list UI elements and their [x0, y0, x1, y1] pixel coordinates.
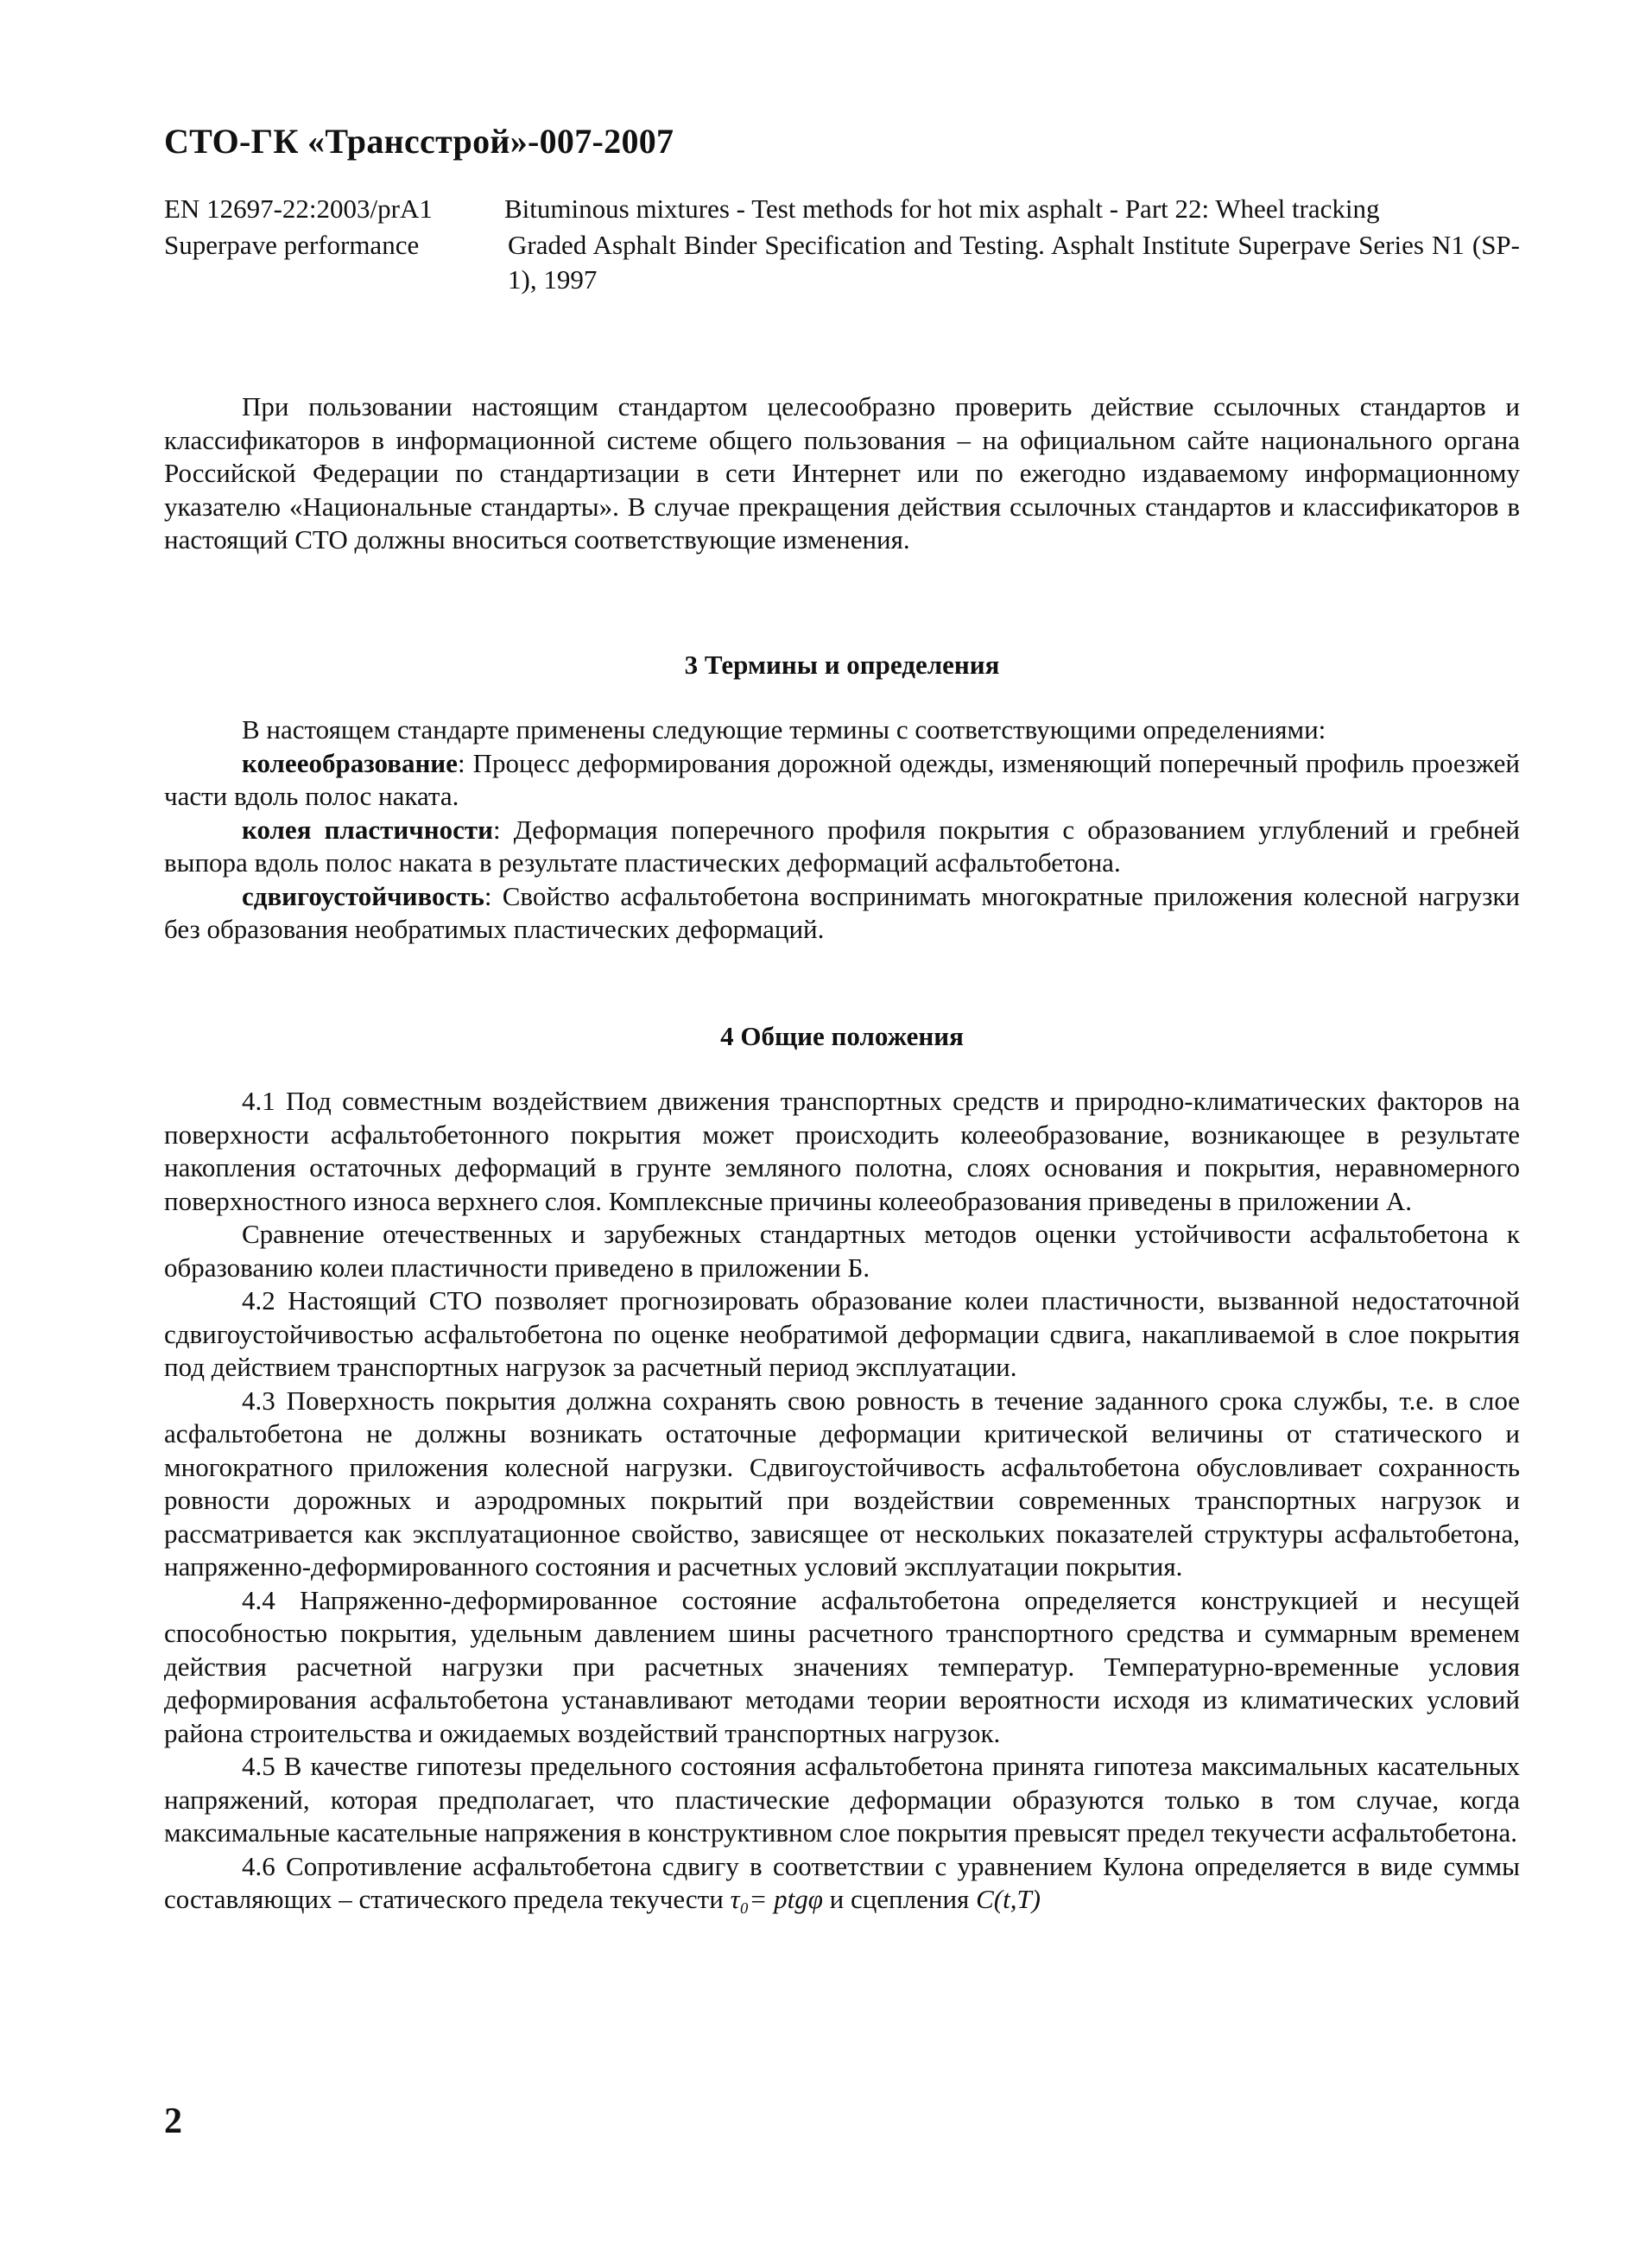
- paragraph-4-4: 4.4 Напряженно-деформированное состояние асфальтобетона определяется конструкцией и несущей способностью покрытия, удельным давлением шины расчетного транспортного средства и суммарным временем действия расчетной нагрузки при расчетных значениях температур. Температурно-временные условия деформирования асфальтобетона устанавливают методами теории вероятности исходя из климатических условий района строительства и ожидаемых воздействий транспортных нагрузок.: [164, 1584, 1520, 1748]
- reference-entry: [164, 192, 1520, 226]
- normative-references-list: [164, 192, 1520, 299]
- reference-title: Bituminous mixtures - Test methods for hot mix asphalt - Part 22: Wheel tracking: [504, 193, 1380, 224]
- terms-intro: В настоящем стандарте применены следующие термины с соответствующими определениями:: [242, 714, 1326, 745]
- paragraph-4-1: 4.1 Под совместным воздействием движения транспортных средств и природно-климатических факторов на поверхности асфальтобетонного покрытия может происходить колееобразование, возникающее в результате накопления остаточных деформаций в грунте земляного полотна, слоях основания и покрытия, неравномерного поверхностного износа верхнего слоя. Комплексные причины колееобразования приведены в приложении А.: [164, 1086, 1520, 1216]
- reference-code: EN 12697-22:2003/prA1: [164, 193, 433, 224]
- paragraph-4-3: 4.3 Поверхность покрытия должна сохранять свою ровность в течение заданного срока службы, т.е. в слое асфальтобетона не должны возникать остаточные деформации критической величины от статического и многократного приложения колесной нагрузки. Сдвигоустойчивость асфальтобетона обусловливает сохранность ровности дорожных и аэродромных покрытий при воздействии современных транспортных нагрузок и рассматривается как эксплуатационное свойство, зависящее от нескольких показателей структуры асфальтобетона, напряженно-деформированного состояния и расчетных условий эксплуатации покрытия.: [164, 1385, 1520, 1582]
- reference-code: Superpave performance: [164, 230, 420, 260]
- section-3-body: [164, 713, 1520, 947]
- section-3-heading: 3 Термины и определения: [684, 650, 1000, 680]
- term-name: колееобразование: [242, 747, 458, 778]
- document-code-header: СТО-ГК «Трансстрой»-007-2007: [164, 122, 674, 161]
- paragraph-4-1-comparison: Сравнение отечественных и зарубежных стандартных методов оценки устойчивости асфальтобетона к образованию колеи пластичности приведено в приложении Б.: [164, 1219, 1520, 1283]
- term-text: : Свойство асфальтобетона воспринимать многократные приложения колесной нагрузки без образования необратимых пластических деформаций.: [164, 880, 1520, 944]
- term-definition: [164, 880, 1520, 947]
- term-definition: [164, 814, 1520, 880]
- term-name: сдвигоустойчивость: [242, 880, 484, 911]
- paragraph-4-5: 4.5 В качестве гипотезы предельного состояния асфальтобетона принята гипотеза максимальных касательных напряжений, которая предполагает, что пластические деформации образуются только в том случае, когда максимальные касательные напряжения в конструктивном слое покрытия превысят предел текучести асфальтобетона.: [164, 1751, 1520, 1848]
- paragraph-4-6-mid: и сцепления: [822, 1884, 977, 1914]
- section-4-body: [164, 1085, 1520, 1917]
- term-text: : Процесс деформирования дорожной одежды, изменяющий поперечный профиль проезжей части вдоль полос наката.: [164, 747, 1520, 811]
- section-4-heading: 4 Общие положения: [720, 1021, 964, 1051]
- term-text: : Деформация поперечного профиля покрытия с образованием углублений и гребней выпора вдоль полос наката в результате пластических деформаций асфальтобетона.: [164, 814, 1521, 878]
- page-number: 2: [164, 2102, 182, 2141]
- reference-entry: [164, 228, 1520, 297]
- paragraph-4-2: 4.2 Настоящий СТО позволяет прогнозировать образование колеи пластичности, вызванной недостаточной сдвигоустойчивостью асфальтобетона по оценке необратимой деформации сдвига, накапливаемой в слое покрытия под действием транспортных нагрузок за расчетный период эксплуатации.: [164, 1285, 1520, 1382]
- paragraph-4-6-text: 4.6 Сопротивление асфальтобетона сдвигу в соответствии с уравнением Кулона определяется в виде суммы составляющих – статического предела текучести: [164, 1850, 1520, 1914]
- term-definition: [164, 747, 1520, 814]
- yield-stress-formula: τ₀= ptgφ: [730, 1884, 823, 1914]
- term-name: колея пластичности: [242, 814, 493, 845]
- cohesion-formula: C(t,T): [976, 1884, 1041, 1914]
- reference-title: Graded Asphalt Binder Specification and Testing. Asphalt Institute Superpave Series N1 (SP-1), 1997: [508, 230, 1520, 295]
- references-note: [164, 390, 1520, 557]
- note-paragraph: При пользовании настоящим стандартом целесообразно проверить действие ссылочных стандартов и классификаторов в информационной системе общего пользования – на официальном сайте национального органа Российской Федерации по стандартизации в сети Интернет или по ежегодно издаваемому информационному указателю «Национальные стандарты». В случае прекращения действия ссылочных стандартов и классификаторов в настоящий СТО должны вноситься соответствующие изменения.: [164, 391, 1520, 555]
- paragraph-4-6: [164, 1850, 1520, 1917]
